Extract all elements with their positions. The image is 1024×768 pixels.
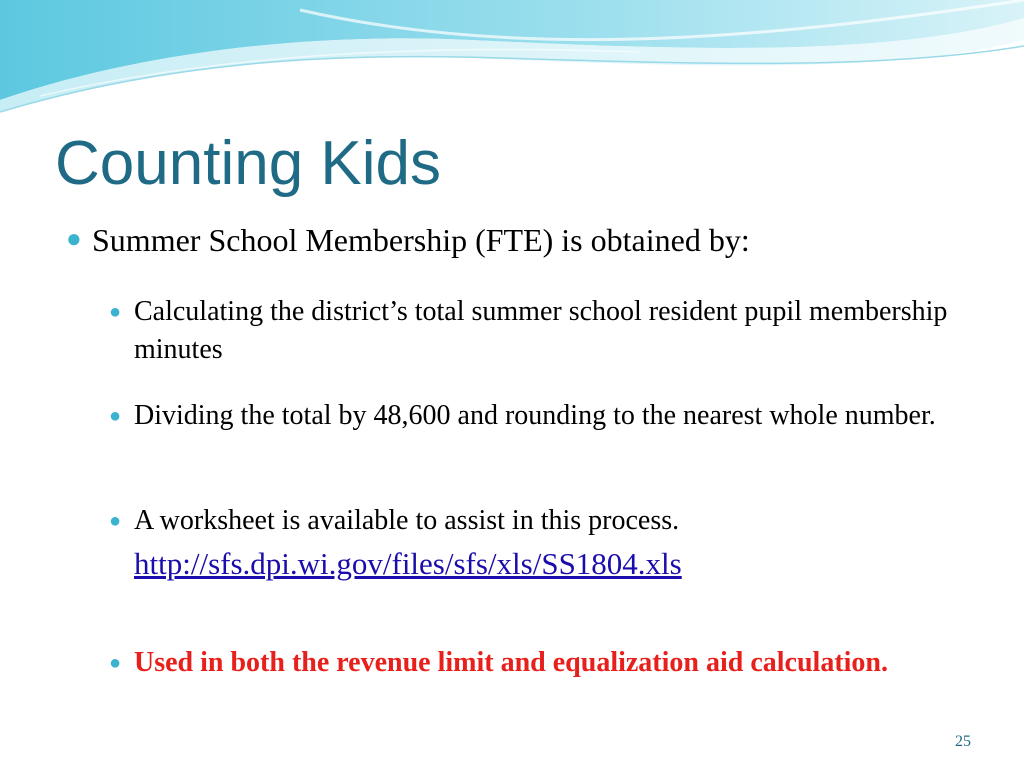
bullet-marker-icon: ●	[66, 224, 82, 253]
worksheet-link[interactable]: http://sfs.dpi.wi.gov/files/sfs/xls/SS1804.xls	[134, 546, 682, 581]
sub-bullet-text: Dividing the total by 48,600 and rounding to the nearest whole number.	[134, 400, 936, 431]
sub-bullet-text: A worksheet is available to assist in this process.	[134, 505, 680, 536]
page-number: 25	[955, 733, 971, 750]
emphasis-bullet	[109, 644, 974, 682]
sub-bullet-text: Calculating the district’s total summer school resident pupil membership minutes	[134, 296, 948, 365]
main-bullet-text: Summer School Membership (FTE) is obtained by:	[92, 222, 750, 258]
bullet-marker-icon: ●	[109, 510, 122, 532]
slide-title: Counting Kids	[55, 129, 442, 198]
sub-bullet-2	[109, 397, 974, 435]
main-bullet	[66, 222, 750, 259]
sub-bullet-1	[109, 293, 974, 369]
bullet-marker-icon: ●	[109, 301, 122, 323]
emphasis-bullet-text: Used in both the revenue limit and equalization aid calculation.	[134, 647, 888, 678]
bullet-marker-icon: ●	[109, 405, 122, 427]
header-wave-decoration	[0, 0, 1024, 130]
sub-bullet-3	[109, 502, 974, 540]
bullet-marker-icon: ●	[109, 652, 122, 674]
